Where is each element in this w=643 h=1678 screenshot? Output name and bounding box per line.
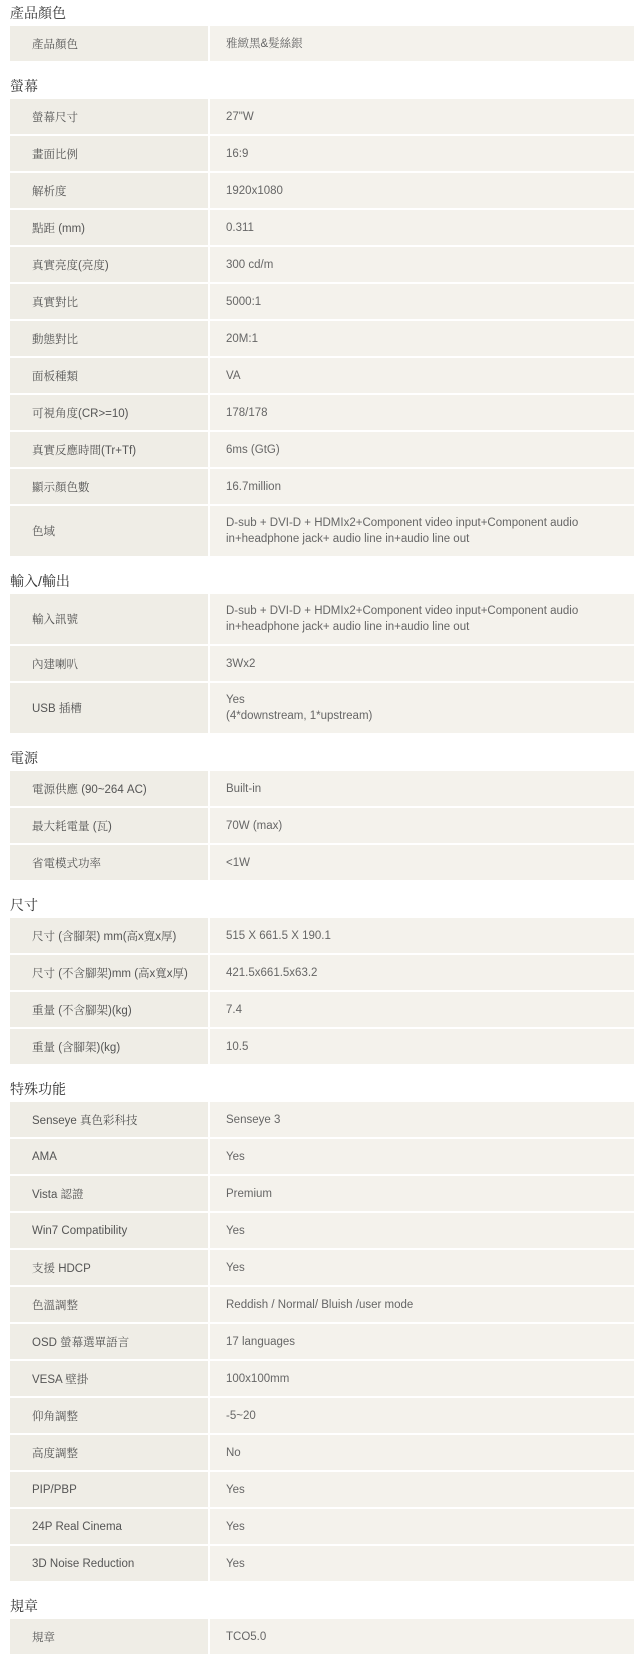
spec-label: 產品顏色 [10,26,210,61]
spec-table [10,1619,634,1654]
spec-row [10,845,634,880]
spec-table [10,771,634,880]
section-title: 特殊功能 [10,1081,66,1097]
spec-label: 重量 (不含腳架)(kg) [10,992,210,1027]
spec-label: OSD 螢幕選單語言 [10,1324,210,1359]
spec-value: 100x100mm [226,1372,290,1385]
spec-value: 10.5 [226,1040,249,1053]
spec-label: 重量 (含腳架)(kg) [10,1029,210,1064]
spec-label: 3D Noise Reduction [10,1546,210,1581]
spec-label: 尺寸 (不含腳架)mm (高x寬x厚) [10,955,210,990]
spec-label: 最大耗電量 (瓦) [10,808,210,843]
spec-row [10,1361,634,1398]
spec-row [10,432,634,469]
spec-table [10,26,634,61]
spec-value: Yes [226,1520,245,1533]
spec-label: 可視角度(CR>=10) [10,395,210,430]
spec-value: 20M:1 [226,332,258,345]
spec-value: 雅緻黑&髮絲銀 [226,37,303,50]
spec-value: Yes [226,1224,245,1237]
spec-value: 6ms (GtG) [226,443,280,456]
spec-row [10,771,634,808]
spec-value: Yes [226,1557,245,1570]
spec-row [10,594,634,646]
spec-label: 輸入訊號 [10,594,210,644]
spec-row [10,136,634,173]
spec-section [0,892,643,1064]
spec-section [0,568,643,733]
section-title: 產品顏色 [10,5,66,21]
spec-row [10,1213,634,1250]
spec-value: 3Wx2 [226,657,256,670]
spec-label: 色溫調整 [10,1287,210,1322]
spec-label: 面板種類 [10,358,210,393]
spec-label: 24P Real Cinema [10,1509,210,1544]
section-title: 螢幕 [10,78,38,94]
spec-row [10,1250,634,1287]
spec-row [10,1619,634,1654]
spec-row [10,358,634,395]
spec-table [10,918,634,1064]
spec-row [10,1102,634,1139]
section-title: 輸入/輸出 [10,573,70,589]
spec-value: D-sub + DVI-D + HDMIx2+Component video input+Component audio in+headphone jack+ audio line in+audio line out [226,517,579,545]
spec-row [10,395,634,432]
spec-label: 顯示顏色數 [10,469,210,504]
spec-row [10,918,634,955]
spec-value: <1W [226,856,250,869]
spec-value: 16.7million [226,480,281,493]
spec-value: VA [226,369,241,382]
spec-section [0,1593,643,1654]
spec-label: 真實反應時間(Tr+Tf) [10,432,210,467]
spec-label: VESA 壁掛 [10,1361,210,1396]
spec-label: 動態對比 [10,321,210,356]
spec-label: 高度調整 [10,1435,210,1470]
spec-row [10,1546,634,1581]
spec-value: 7.4 [226,1003,242,1016]
spec-value: 178/178 [226,406,268,419]
spec-row [10,506,634,556]
spec-label: 真實對比 [10,284,210,319]
spec-value: D-sub + DVI-D + HDMIx2+Component video input+Component audio in+headphone jack+ audio line in+audio line out [226,605,579,633]
spec-value: 27"W [226,110,254,123]
spec-section [0,73,643,556]
spec-label: 支援 HDCP [10,1250,210,1285]
spec-row [10,210,634,247]
spec-label: 內建喇叭 [10,646,210,681]
spec-row [10,1139,634,1176]
spec-row [10,808,634,845]
spec-value: 16:9 [226,147,249,160]
spec-row [10,1472,634,1509]
spec-row [10,992,634,1029]
spec-table [10,1102,634,1581]
spec-row [10,1435,634,1472]
spec-label: 省電模式功率 [10,845,210,880]
spec-label: 電源供應 (90~264 AC) [10,771,210,806]
spec-value: 421.5x661.5x63.2 [226,966,318,979]
spec-label: Win7 Compatibility [10,1213,210,1248]
spec-section [0,745,643,880]
spec-value: Reddish / Normal/ Bluish /user mode [226,1298,414,1311]
spec-value: Senseye 3 [226,1113,281,1126]
spec-row [10,1324,634,1361]
spec-value: -5~20 [226,1409,256,1422]
spec-label: 色域 [10,506,210,556]
spec-value: 17 languages [226,1335,296,1348]
spec-value: 70W (max) [226,819,283,832]
spec-label: 真實亮度(亮度) [10,247,210,282]
spec-label: 解析度 [10,173,210,208]
spec-label: 螢幕尺寸 [10,99,210,134]
spec-value: 515 X 661.5 X 190.1 [226,929,331,942]
spec-row [10,646,634,683]
spec-row [10,1176,634,1213]
spec-label: USB 插槽 [10,683,210,733]
section-title: 尺寸 [10,897,38,913]
spec-value: 0.311 [226,221,254,234]
spec-value: Premium [226,1187,273,1200]
spec-label: 點距 (mm) [10,210,210,245]
spec-value: Yes [226,1150,245,1163]
spec-row [10,321,634,358]
spec-row [10,173,634,210]
spec-row [10,1029,634,1064]
spec-row [10,26,634,61]
spec-table [10,594,634,733]
spec-label: 仰角調整 [10,1398,210,1433]
spec-label: Senseye 真色彩科技 [10,1102,210,1137]
spec-label: PIP/PBP [10,1472,210,1507]
section-title: 規章 [10,1598,38,1614]
section-title: 電源 [10,750,38,766]
spec-value: Yes (4*downstream, 1*upstream) [226,694,373,722]
spec-value: TCO5.0 [226,1630,267,1643]
spec-section [0,0,643,61]
spec-label: Vista 認證 [10,1176,210,1211]
spec-row [10,955,634,992]
spec-row [10,469,634,506]
spec-label: 尺寸 (含腳架) mm(高x寬x厚) [10,918,210,953]
spec-value: 300 cd/m [226,258,274,271]
spec-row [10,1287,634,1324]
spec-table [10,99,634,556]
spec-label: 畫面比例 [10,136,210,171]
spec-value: Built-in [226,782,262,795]
spec-section [0,1076,643,1581]
spec-row [10,247,634,284]
spec-value: Yes [226,1483,245,1496]
spec-value: 5000:1 [226,295,262,308]
spec-value: Yes [226,1261,245,1274]
spec-row [10,1509,634,1546]
spec-label: AMA [10,1139,210,1174]
spec-row [10,1398,634,1435]
spec-value: No [226,1446,241,1459]
spec-row [10,683,634,733]
spec-label: 規章 [10,1619,210,1654]
spec-value: 1920x1080 [226,184,283,197]
spec-row [10,99,634,136]
spec-row [10,284,634,321]
